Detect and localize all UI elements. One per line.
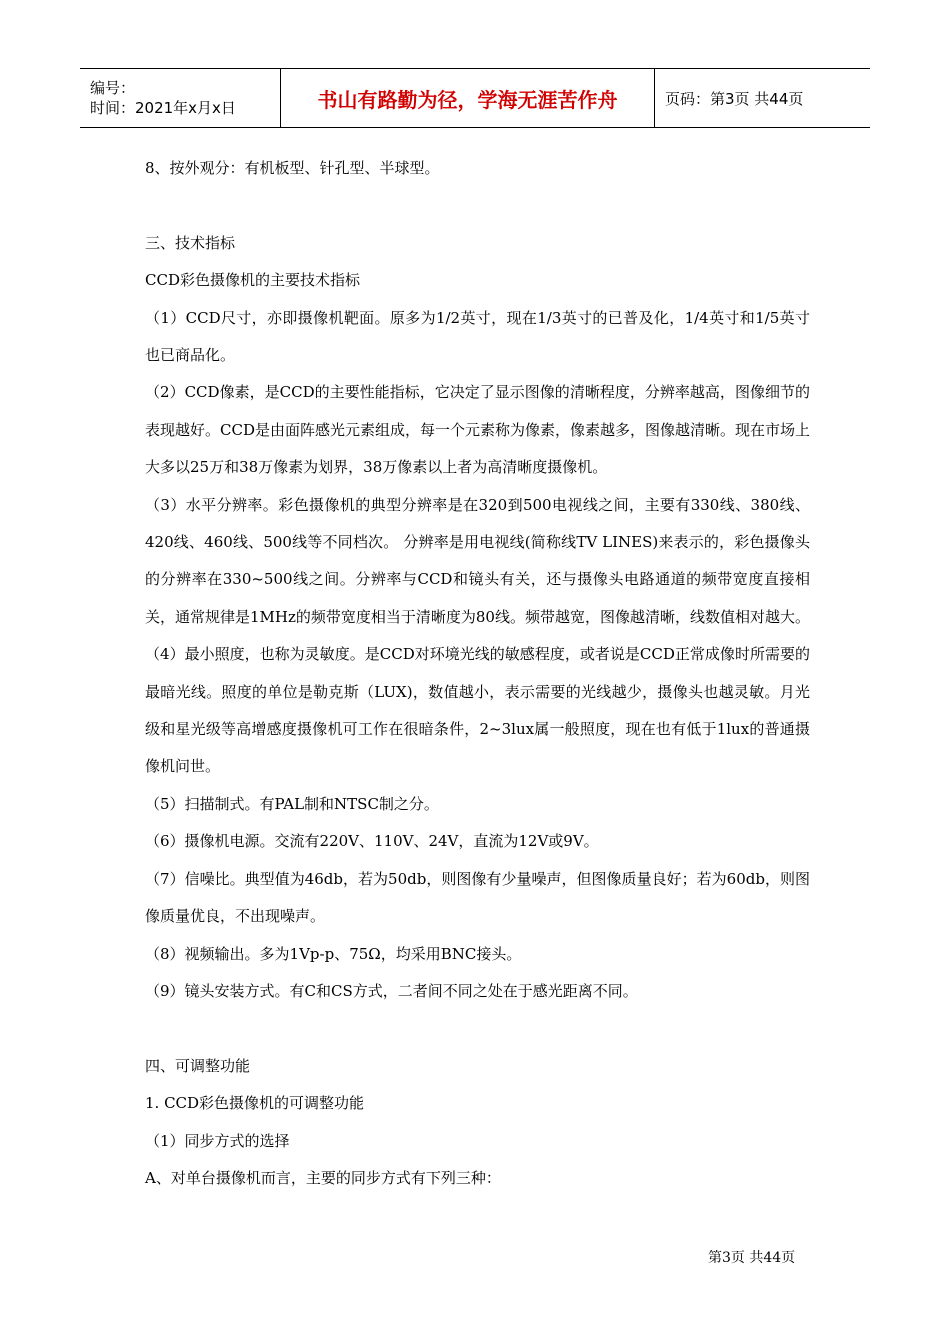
paragraph: （8）视频输出。多为1Vp-p、75Ω，均采用BNC接头。 <box>145 944 522 963</box>
paragraph: （2）CCD像素，是CCD的主要性能指标，它决定了显示图像的清晰程度，分辨率越高，图像细节的表现越好。CCD是由面阵感光元素组成，每一个元素称为像素，像素越多，图像越清晰。现在市场上大多以25万和38万像素为划界，38万像素以上者为高清晰度摄像机。 <box>145 383 810 477</box>
paragraph: 1. CCD彩色摄像机的可调整功能 <box>145 1094 365 1113</box>
paragraph: （5）扫描制式。有PAL制和NTSC制之分。 <box>145 794 439 813</box>
section-heading: 三、技术指标 <box>145 233 236 252</box>
header-motto: 书山有路勤为径，学海无涯苦作舟 <box>281 69 655 127</box>
page-header <box>80 68 870 128</box>
paragraph: （6）摄像机电源。交流有220V、110V、24V，直流为12V或9V。 <box>145 832 599 851</box>
page-footer: 第3页 共44页 <box>708 1250 796 1266</box>
blank-line <box>145 1010 810 1047</box>
blank-line <box>145 187 810 224</box>
document-body <box>145 150 810 1197</box>
paragraph: （4）最小照度，也称为灵敏度。是CCD对环境光线的敏感程度，或者说是CCD正常成像时所需要的最暗光线。照度的单位是勒克斯（LUX)，数值越小，表示需要的光线越少，摄像头也越灵敏。月光级和星光级等高增感度摄像机可工作在很暗条件，2~3lux属一般照度，现在也有低于1lux的普通摄像机问世。 <box>145 645 810 776</box>
paragraph: （1）CCD尺寸，亦即摄像机靶面。原多为1/2英寸，现在1/3英寸的已普及化，1/4英寸和1/5英寸也已商品化。 <box>145 308 810 365</box>
number-label: 编号： <box>90 79 136 97</box>
paragraph: （1）同步方式的选择 <box>145 1131 290 1150</box>
paragraph: A、对单台摄像机而言，主要的同步方式有下列三种： <box>145 1168 501 1187</box>
paragraph: 8、按外观分：有机板型、针孔型、半球型。 <box>145 159 440 177</box>
paragraph: CCD彩色摄像机的主要技术指标 <box>145 271 360 290</box>
header-page-number: 页码：第3页 共44页 <box>665 89 804 108</box>
section-heading: 四、可调整功能 <box>145 1056 251 1075</box>
paragraph: （7）信噪比。典型值为46db，若为50db，则图像有少量噪声，但图像质量良好；若为60db，则图像质量优良，不出现噪声。 <box>145 869 810 926</box>
paragraph: （9）镜头安装方式。有C和CS方式，二者间不同之处在于感光距离不同。 <box>145 981 638 1000</box>
time-label: 时间：2021年x月x日 <box>90 99 236 117</box>
header-meta <box>80 69 281 127</box>
paragraph: （3）水平分辨率。彩色摄像机的典型分辨率是在320到500电视线之间，主要有330线、380线、420线、460线、500线等不同档次。 分辨率是用电视线(简称线TV LINES)来表示的，彩色摄像头的分辨率在330~500线之间。分辨率与CCD和镜头有关，还与摄像头电路通道的频带宽度直接相关，通常规律是1MHz的频带宽度相当于清晰度为80线。频带越宽，图像越清晰，线数值相对越大。 <box>145 495 810 626</box>
